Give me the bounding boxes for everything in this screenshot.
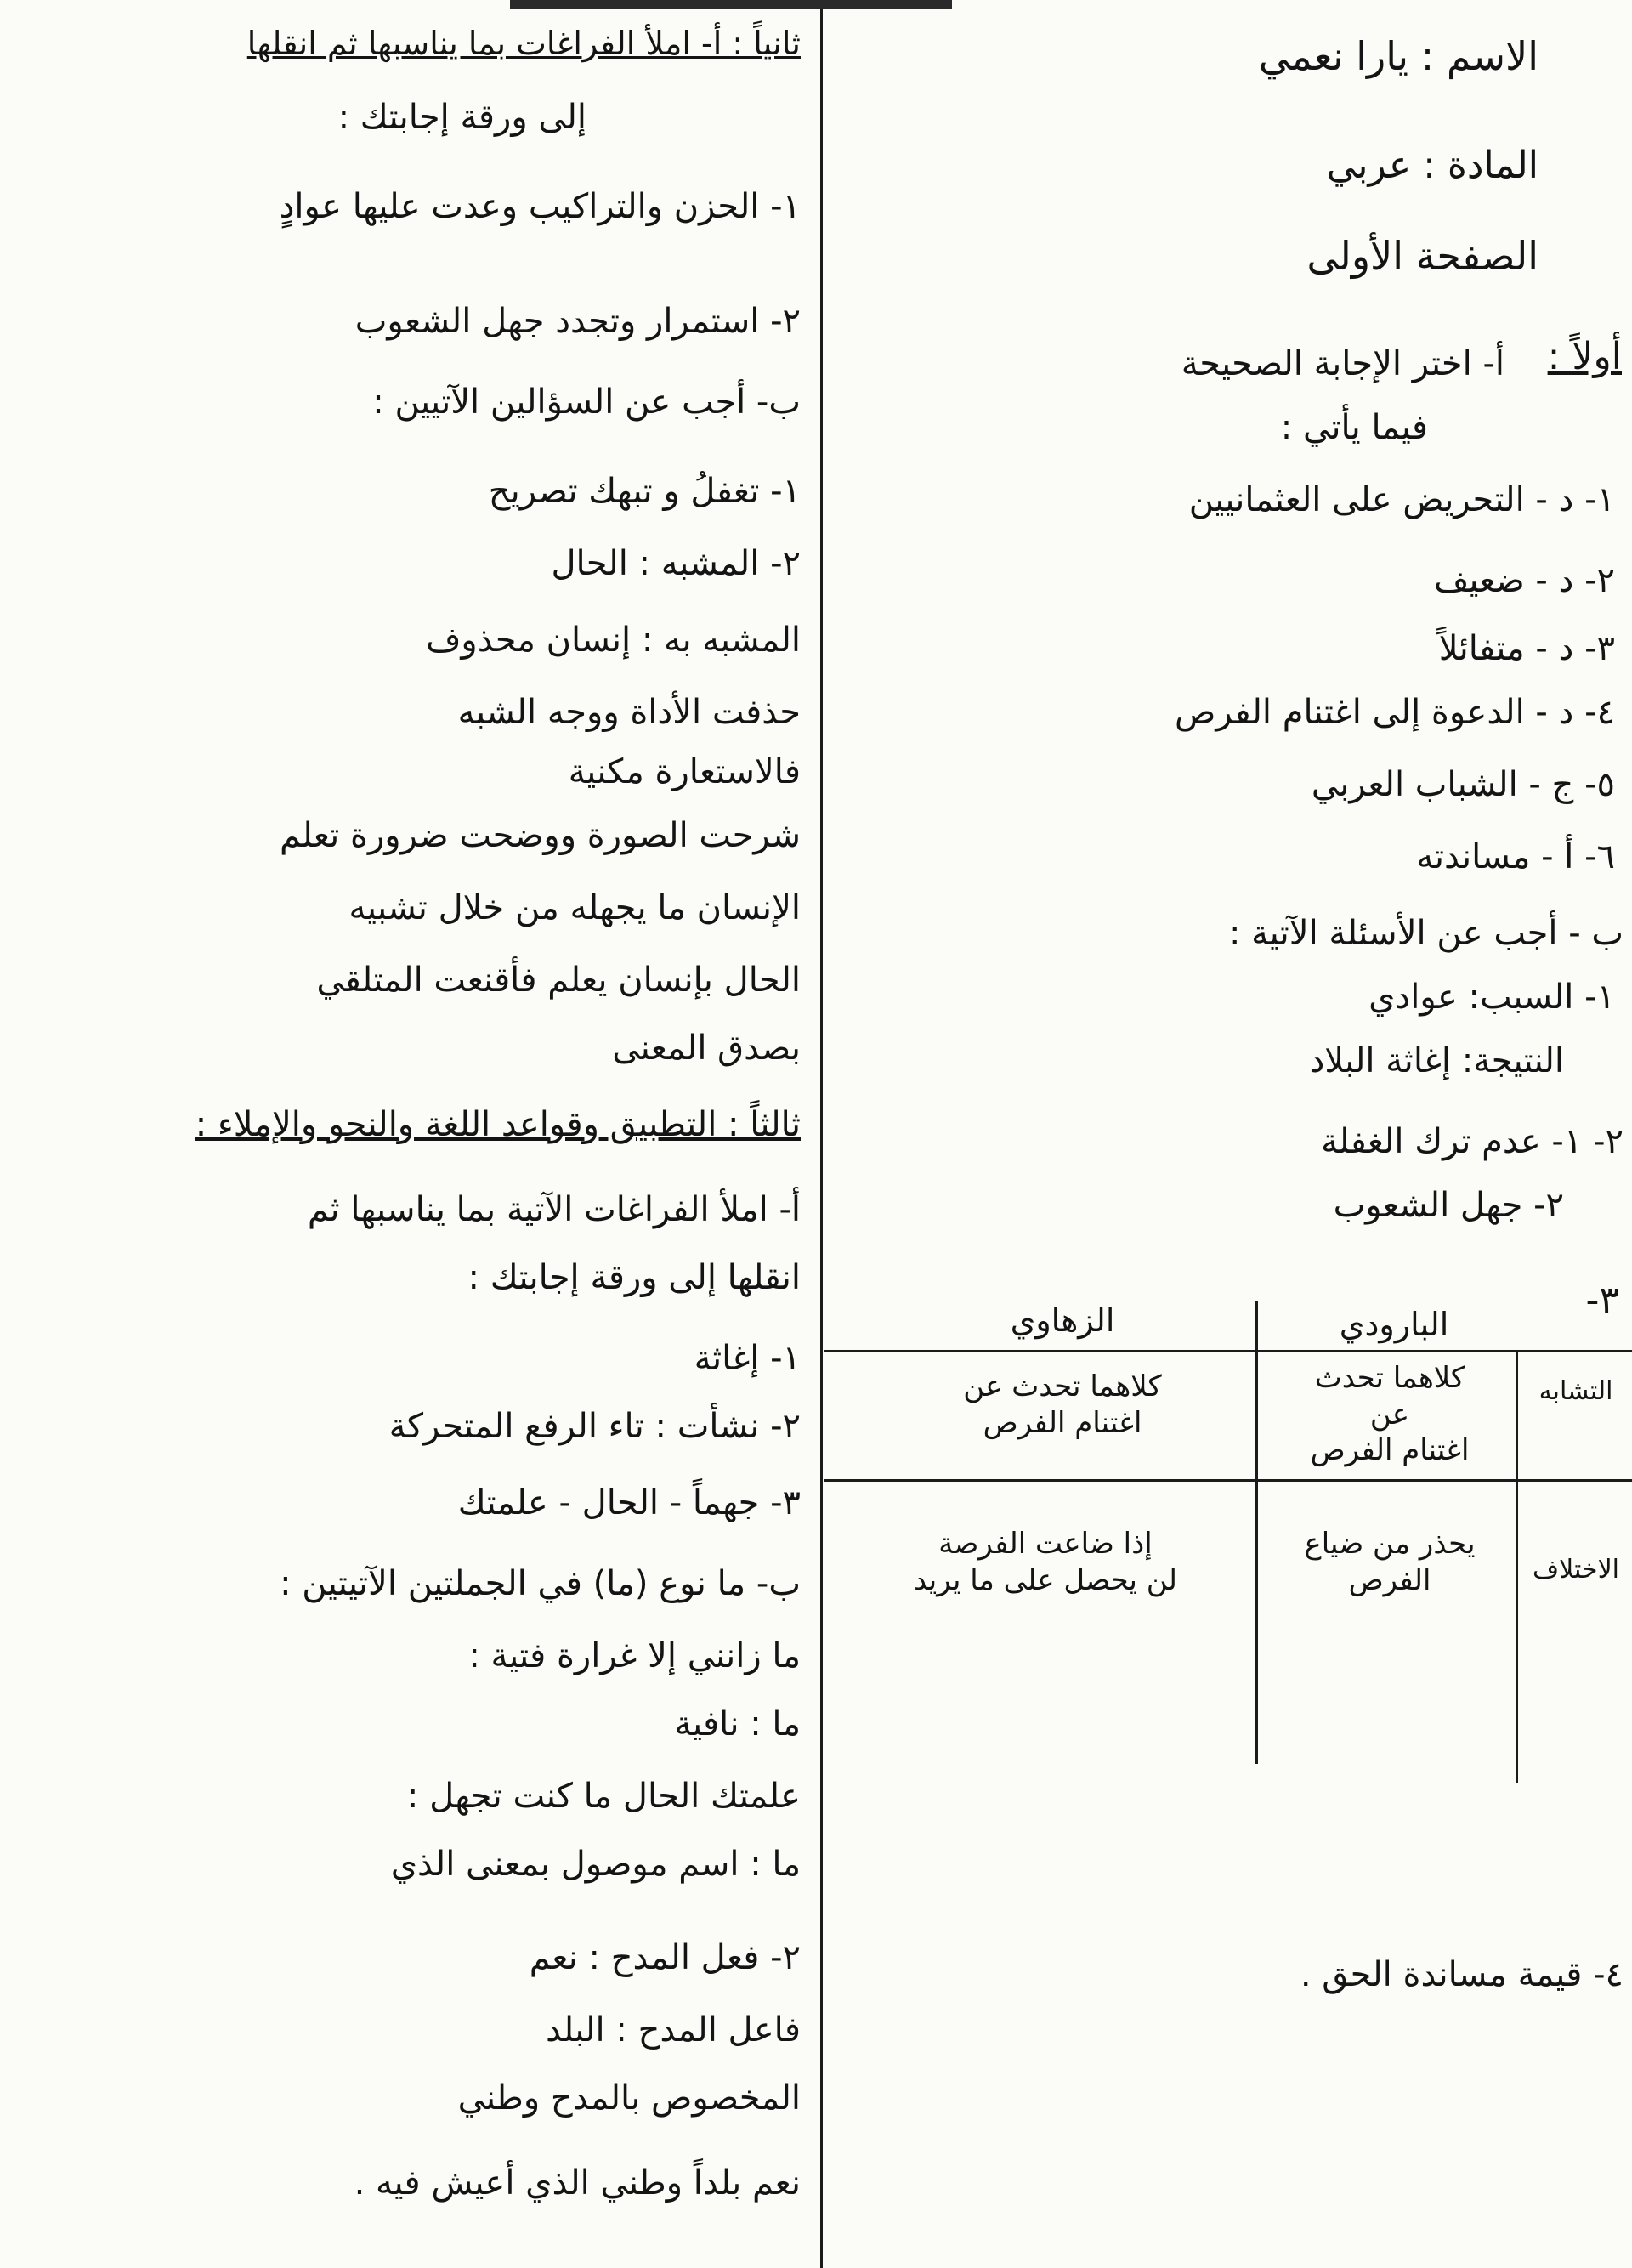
section3b-line: علمتك الحال ما كنت تجهل : (406, 1777, 801, 1816)
section3a-item: ١- إغاثة (694, 1339, 801, 1378)
mcq-answer: ٢- د - ضعيف (1433, 561, 1615, 600)
table-rule (824, 1350, 1632, 1352)
q4-answer-visible: ٤- قيمة مساندة الحق . (1300, 1955, 1624, 1994)
table-rule (824, 1479, 1632, 1482)
section2b-line: شرحت الصورة ووضحت ضرورة تعلم (280, 816, 801, 855)
section3b-line: ما : نافية (674, 1704, 801, 1744)
mcq-answer: ٤- د - الدعوة إلى اغتنام الفرص (1175, 693, 1615, 732)
table-header-zahawi: الزهاوي (1010, 1301, 1115, 1339)
scan-edge (510, 0, 952, 9)
section1b-line: ١- السبب: عوادي (1368, 978, 1615, 1017)
cell-similarity-baroudi: كلاهما تحدث عن اغتنام الفرص (1310, 1361, 1470, 1467)
student-name: الاسم : يارا نعمي (1258, 33, 1538, 79)
table-header-baroudi: البارودي (1339, 1306, 1449, 1343)
section3a-title: أ- املأ الفراغات الآتية بما يناسبها ثم (307, 1190, 801, 1229)
mcq-answer: ٦- أ - مساندته (1416, 837, 1615, 876)
section2-title: ثانياً : أ- املأ الفراغات بما يناسبها ثم انقلها (246, 25, 801, 62)
section3c-line: فاعل المدح : البلد (546, 2010, 801, 2050)
section1-instruction: أ- اختر الإجابة الصحيحة (1181, 344, 1504, 383)
section2b-title: ب- أجب عن السؤالين الآتيين : (372, 383, 801, 422)
section1b-line: ٢- ١- عدم ترك الغفلة (1320, 1122, 1624, 1161)
section3a-item: ٢- نشأت : تاء الرفع المتحركة (388, 1407, 801, 1446)
section1b-line: النتيجة: إغاثة البلاد (1309, 1041, 1564, 1080)
mcq-answer: ٥- ج - الشباب العربي (1311, 765, 1615, 804)
section3b-line: ما زانني إلا غرارة فتية : (468, 1636, 801, 1675)
section3-title: ثالثاً : التطبيق وقواعد اللغة والنحو والإملاء : (195, 1105, 801, 1144)
row-label-similarity: التشابه (1538, 1376, 1613, 1406)
comparison-table (824, 1301, 1632, 1777)
column-divider (820, 9, 823, 2268)
section3a-title-cont: انقلها إلى ورقة إجابتك : (468, 1258, 801, 1297)
q3-label: ٣- (1585, 1279, 1619, 1322)
section1-title: أولاً : (1547, 335, 1622, 378)
section2b-line: بصدق المعنى (612, 1029, 801, 1068)
section2-item: ٢- استمرار وتجدد جهل الشعوب (354, 302, 801, 341)
section2b-line: الإنسان ما يجهله من خلال تشبيه (348, 888, 801, 927)
section2b-line: حذفت الأداة ووجه الشبه (457, 693, 801, 732)
mcq-answer: ٣- د - متفائلاً (1438, 629, 1615, 668)
section2-title-cont: إلى ورقة إجابتك : (337, 98, 586, 137)
section2-item: ١- الحزن والتراكيب وعدت عليها عوادٍ (279, 187, 801, 226)
section2b-line: ١- تغفلُ و تبهك تصريح (488, 472, 801, 511)
section3c-line: نعم بلداً وطني الذي أعيش فيه . (354, 2163, 801, 2203)
section3a-item: ٣- جهماً - الحال - علمتك (457, 1483, 801, 1522)
section2b-line: المشبه به : إنسان محذوف (425, 621, 801, 660)
cell-difference-baroudi: يحذر من ضياع الفرص (1304, 1527, 1476, 1597)
section2b-line: الحال بإنسان يعلم فأقنعت المتلقي (316, 961, 801, 1000)
cell-difference-zahawi: إذا ضاعت الفرصة لن يحصل على ما يريد (913, 1527, 1178, 1597)
section2b-line: ٢- المشبه : الحال (551, 544, 801, 583)
mcq-answer: ١- د - التحريض على العثمانيين (1188, 480, 1615, 519)
section2b-line: فالاستعارة مكنية (568, 752, 801, 791)
section3c-line: ٢- فعل المدح : نعم (529, 1938, 801, 1977)
section3b-title: ب- ما نوع (ما) في الجملتين الآتيتين : (280, 1564, 801, 1603)
row-label-difference: الاختلاف (1532, 1555, 1620, 1585)
section3c-line: المخصوص بالمدح وطني (457, 2078, 801, 2118)
section1-instruction-cont: فيما يأتي : (1280, 408, 1428, 447)
section1b-line: ٢- جهل الشعوب (1333, 1186, 1564, 1225)
cell-similarity-zahawi: كلاهما تحدث عن اغتنام الفرص (963, 1369, 1162, 1440)
subject-line: المادة : عربي (1326, 144, 1538, 187)
table-rule (1255, 1301, 1258, 1764)
section3b-line: ما : اسم موصول بمعنى الذي (390, 1845, 801, 1884)
section1b-title: ب - أجب عن الأسئلة الآتية : (1228, 914, 1624, 953)
page-label: الصفحة الأولى (1306, 233, 1538, 279)
